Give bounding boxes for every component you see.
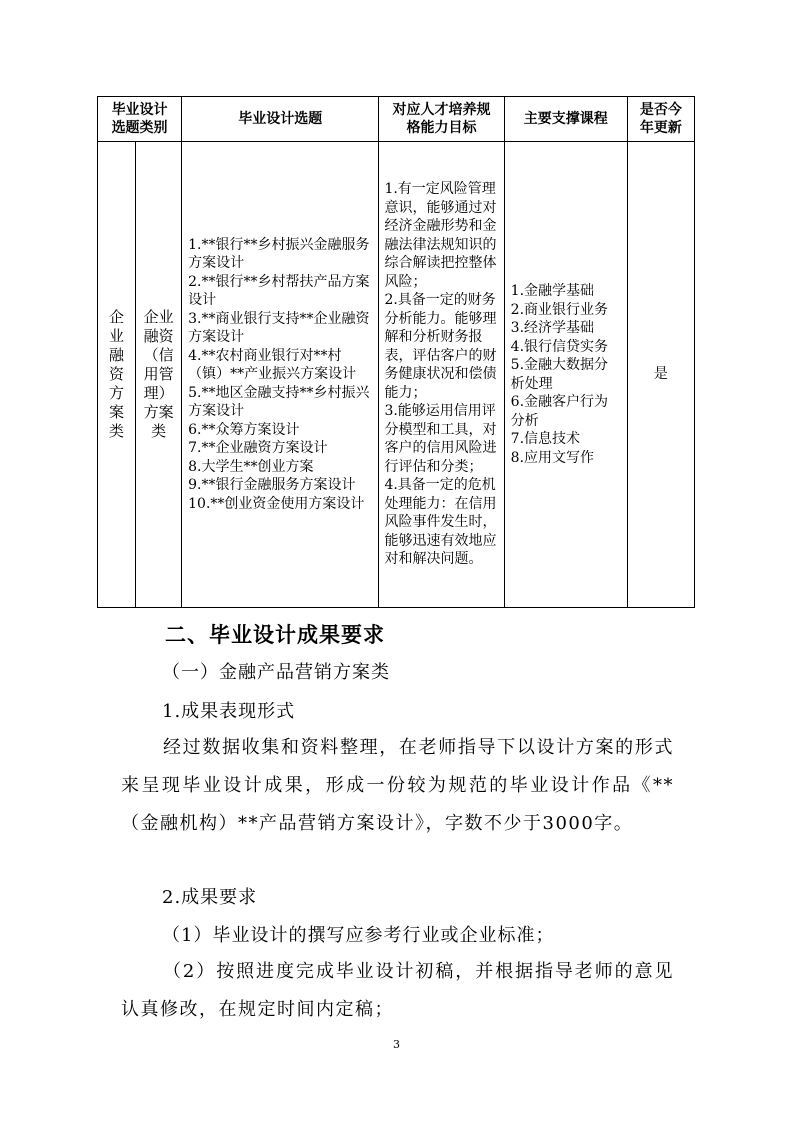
ability-item: 2.具备一定的财务分析能力。能够理解和分析财务报表，评估客户的财务健康状况和偿债能力； bbox=[384, 292, 497, 401]
ability-item: 1.有一定风险管理意识，能够通过对经济金融形势和金融法律法规知识的综合解读把控整体风险； bbox=[384, 181, 497, 290]
course-item: 5.金融大数据分析处理 bbox=[510, 357, 609, 392]
course-item: 6.金融客户行为分析 bbox=[510, 394, 609, 429]
section-heading: 二、毕业设计成果要求 bbox=[165, 623, 385, 647]
updated-cell bbox=[627, 142, 694, 608]
header-courses-line1: 主要支撑课程 bbox=[523, 111, 608, 127]
header-abilities-line2: 格能力目标 bbox=[406, 120, 477, 136]
header-topics bbox=[182, 97, 379, 142]
topic-item: 6.**众筹方案设计 bbox=[188, 421, 300, 438]
header-updated bbox=[627, 97, 694, 142]
updated-value: 是 bbox=[653, 366, 668, 383]
header-updated-line2: 年更新 bbox=[639, 120, 682, 136]
topic-item: 1.**银行**乡村振兴金融服务方案设计 bbox=[188, 236, 370, 272]
course-item: 8.应用文写作 bbox=[510, 449, 595, 466]
requirement-item: （1）毕业设计的撰写应参考行业或企业标准； bbox=[162, 925, 555, 946]
topic-item: 5.**地区金融支持**乡村振兴方案设计 bbox=[188, 384, 370, 420]
item1-paragraph: 经过数据收集和资料整理，在老师指导下以设计方案的形式来呈现毕业设计成果，形成一份较为规范的毕业设计作品《**（金融机构）**产品营销方案设计》，字数不少于3000字。 bbox=[121, 737, 674, 834]
topic-item: 7.**企业融资方案设计 bbox=[188, 440, 328, 457]
topics-cell bbox=[182, 142, 379, 608]
requirement-item: （2）按照进度完成毕业设计初稿，并根据指导老师的意见认真修改，在规定时间内定稿； bbox=[121, 961, 674, 1020]
topic-item: 2.**银行**乡村帮扶产品方案设计 bbox=[188, 273, 370, 309]
subsection-heading: （一）金融产品营销方案类 bbox=[162, 662, 390, 683]
header-updated-line1: 是否今 bbox=[639, 102, 682, 118]
page-number: 3 bbox=[393, 1038, 400, 1051]
category-secondary-cell bbox=[136, 142, 182, 608]
header-abilities bbox=[379, 97, 504, 142]
category-primary: 企业融资方案类 bbox=[109, 308, 125, 440]
category-primary-cell bbox=[98, 142, 136, 608]
course-item: 1.金融学基础 bbox=[510, 283, 595, 299]
table-row bbox=[98, 142, 695, 608]
header-category-line2: 选题类别 bbox=[111, 120, 168, 136]
topic-item: 10.**创业资金使用方案设计 bbox=[188, 495, 365, 512]
header-courses bbox=[504, 97, 627, 142]
topic-item: 4.**农村商业银行对**村（镇）**产业振兴方案设计 bbox=[188, 347, 357, 383]
item2-heading: 2.成果要求 bbox=[162, 887, 258, 908]
abilities-cell bbox=[379, 142, 504, 608]
topic-item: 8.大学生**创业方案 bbox=[188, 458, 314, 475]
courses-cell bbox=[504, 142, 627, 608]
course-item: 3.经济学基础 bbox=[510, 320, 595, 336]
header-category-line1: 毕业设计 bbox=[111, 102, 168, 118]
design-topics-table bbox=[97, 96, 695, 608]
table-header-row bbox=[98, 97, 695, 142]
topic-item: 9.**银行金融服务方案设计 bbox=[188, 477, 356, 494]
category-secondary: 企业融资（信用管理）方案类 bbox=[143, 308, 174, 440]
course-item: 2.商业银行业务 bbox=[510, 301, 609, 318]
header-category bbox=[98, 97, 182, 142]
topic-item: 3.**商业银行支持**企业融资方案设计 bbox=[188, 310, 370, 346]
header-abilities-line1: 对应人才培养规 bbox=[392, 102, 491, 118]
ability-item: 3.能够运用信用评分模型和工具，对客户的信用风险进行评估和分类； bbox=[384, 403, 497, 475]
header-topics-line1: 毕业设计选题 bbox=[238, 111, 323, 127]
course-item: 7.信息技术 bbox=[510, 431, 581, 447]
ability-item: 4.具备一定的危机处理能力：在信用风险事件发生时，能够迅速有效地应对和解决问题。 bbox=[384, 477, 497, 568]
course-item: 4.银行信贷实务 bbox=[510, 338, 609, 355]
item1-heading: 1.成果表现形式 bbox=[162, 701, 296, 722]
